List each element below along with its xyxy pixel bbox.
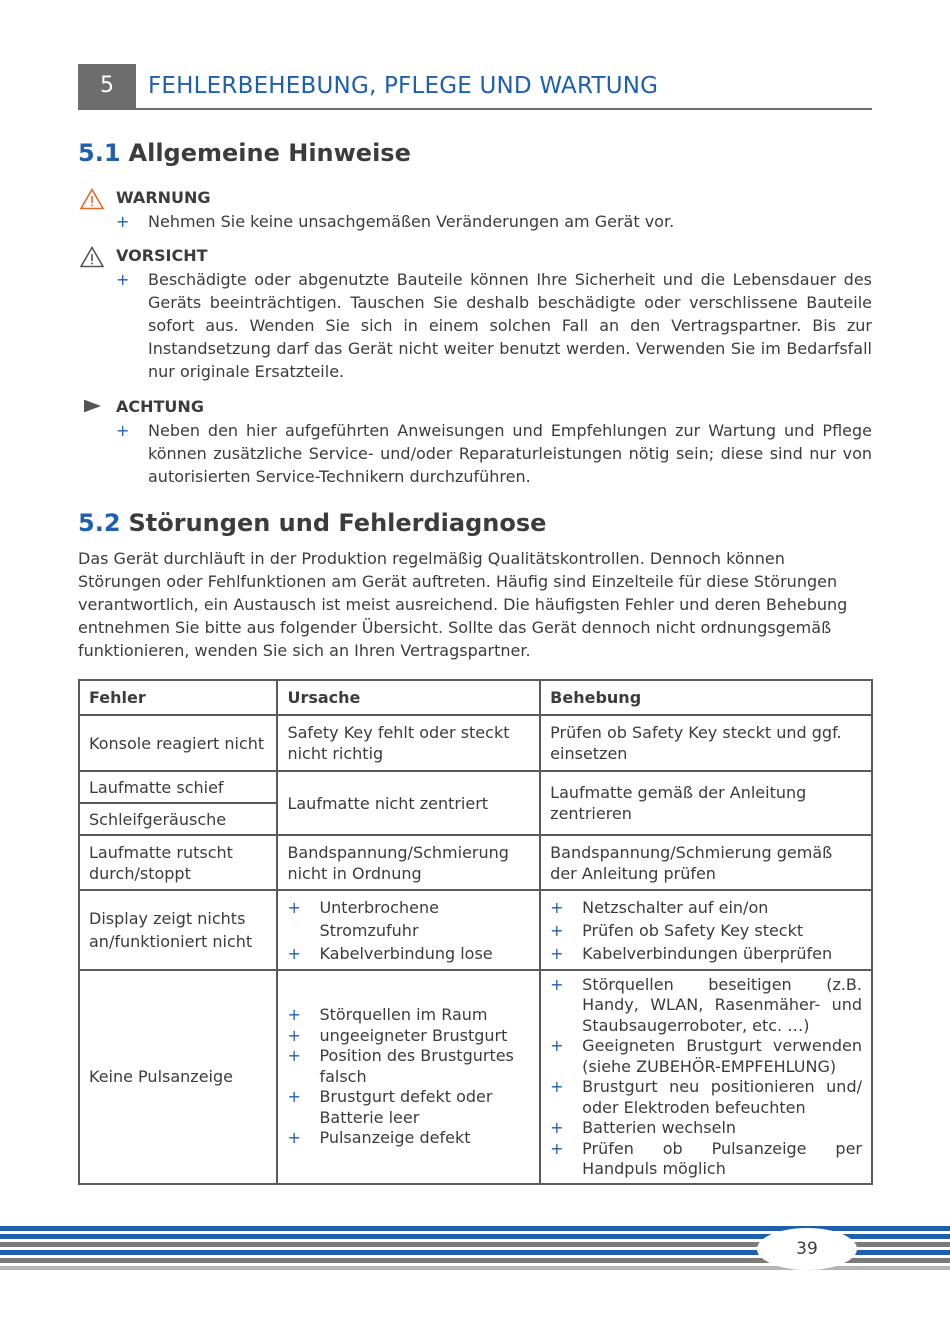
list-item: + Netzschalter auf ein/on (550, 896, 862, 919)
cell-ursache (277, 890, 540, 970)
section-number: 5.1 (78, 139, 121, 167)
list-item: + Batterien wechseln (550, 1118, 862, 1139)
cell-behebung (540, 890, 872, 970)
cell-fehler: Konsole reagiert nicht (79, 715, 277, 771)
list-item: + Brustgurt neu positionieren und/ oder Elektroden befeuchten (550, 1077, 862, 1118)
header-ursache: Ursache (277, 680, 540, 715)
remedy-list (550, 896, 862, 965)
note-text: Neben den hier aufgeführten Anweisungen und Empfehlungen zur Wartung und Pflege können zusätzliche Service- und/oder Reparaturleistungen nötig sein; diese sind nur von autorisierten Service-Technikern durchzuführen. (148, 421, 872, 486)
warning-triangle-icon (80, 188, 104, 210)
table-header-row (79, 680, 872, 715)
list-item: + Störquellen beseitigen (z.B. Handy, WLAN, Rasenmäher- und Staubsaugerroboter, etc. …) (550, 975, 862, 1037)
list-item: + Störquellen im Raum (287, 1005, 530, 1026)
section-title: Allgemeine Hinweise (128, 139, 411, 167)
cell-ursache: Safety Key fehlt oder steckt nicht richtig (277, 715, 540, 771)
cell-fehler: Laufmatte rutscht durch/stoppt (79, 835, 277, 890)
list-item: + Brustgurt defekt oder Batterie leer (287, 1087, 530, 1128)
section-number: 5.2 (78, 509, 121, 537)
note-label: WARNUNG (116, 188, 211, 207)
list-item: + Kabelverbindungen überprüfen (550, 942, 862, 965)
table-row (79, 715, 872, 771)
header-behebung: Behebung (540, 680, 872, 715)
chapter-title: FEHLERBEHEBUNG, PFLEGE UND WARTUNG (148, 73, 659, 99)
cell-behebung (540, 970, 872, 1184)
plus-bullet-icon: + (116, 421, 130, 440)
plus-bullet-icon: + (116, 270, 130, 289)
list-item: + Prüfen ob Pulsanzeige per Handpuls möglich (550, 1139, 862, 1180)
table-row (79, 970, 872, 1184)
chapter-header (78, 64, 872, 110)
cell-ursache: Laufmatte nicht zentriert (277, 771, 540, 835)
cell-fehler: Laufmatte schief (79, 771, 277, 803)
note-label: ACHTUNG (116, 397, 204, 416)
list-item: + Prüfen ob Safety Key steckt (550, 919, 862, 942)
list-item: + Pulsanzeige defekt (287, 1128, 530, 1149)
cell-behebung: Laufmatte gemäß der Anleitung zentrieren (540, 771, 872, 835)
cell-fehler: Schleifgeräusche (79, 803, 277, 835)
note-text: Nehmen Sie keine unsachgemäßen Veränderungen am Gerät vor. (148, 212, 675, 231)
note-text: Beschädigte oder abgenutzte Bauteile können Ihre Sicherheit und die Lebensdauer des Geräts beeinträchtigen. Tauschen Sie deshalb beschädigte oder verschlissene Bauteile sofort aus. Wenden Sie sich in einem solchen Fall an den Vertragspartner. Bis zur Instandsetzung darf das Gerät nicht weiter benutzt werden. Verwenden Sie im Bedarfsfall nur originale Ersatzteile. (148, 270, 872, 381)
remedy-list (550, 975, 862, 1180)
plus-bullet-icon: + (116, 212, 130, 231)
caution-triangle-icon (80, 246, 104, 268)
troubleshooting-table (78, 679, 873, 1185)
header-fehler: Fehler (79, 680, 277, 715)
table-row (79, 890, 872, 970)
cell-behebung: Prüfen ob Safety Key steckt und ggf. einsetzen (540, 715, 872, 771)
list-item: + Kabelverbindung lose (287, 942, 530, 965)
list-item: + Unterbrochene Stromzufuhr (287, 896, 530, 942)
section-title: Störungen und Fehlerdiagnose (128, 509, 547, 537)
section-heading-5-1 (78, 139, 411, 167)
list-item: + ungeeigneter Brustgurt (287, 1026, 530, 1047)
list-item: + Geeigneten Brustgurt verwenden (siehe ZUBEHÖR-EMPFEHLUNG) (550, 1036, 862, 1077)
list-item: + Position des Brustgurtes falsch (287, 1046, 530, 1087)
cell-behebung: Bandspannung/Schmierung gemäß der Anleitung prüfen (540, 835, 872, 890)
cell-fehler: Display zeigt nichts an/funktioniert nicht (79, 890, 277, 970)
cause-list (287, 1005, 530, 1149)
cause-list (287, 896, 530, 965)
table-row (79, 771, 872, 803)
page-number: 39 (757, 1228, 857, 1270)
section-intro-paragraph: Das Gerät durchläuft in der Produktion regelmäßig Qualitätskontrollen. Dennoch können Störungen oder Fehlfunktionen am Gerät auftreten. Häufig sind Einzelteile für diese Störungen verantwortlich, ein Austausch ist meist ausreichend. Die häufigsten Fehler und deren Behebung entnehmen Sie bitte aus folgender Übersicht. Sollte das Gerät dennoch nicht ordnungsgemäß funktionieren, wenden Sie sich an Ihren Vertragspartner. (78, 549, 848, 660)
section-heading-5-2 (78, 509, 546, 537)
attention-pointer-icon (80, 397, 104, 419)
chapter-number: 5 (78, 64, 136, 108)
note-label: VORSICHT (116, 246, 208, 265)
cell-fehler: Keine Pulsanzeige (79, 970, 277, 1184)
cell-ursache (277, 970, 540, 1184)
cell-ursache: Bandspannung/Schmierung nicht in Ordnung (277, 835, 540, 890)
table-row (79, 835, 872, 890)
